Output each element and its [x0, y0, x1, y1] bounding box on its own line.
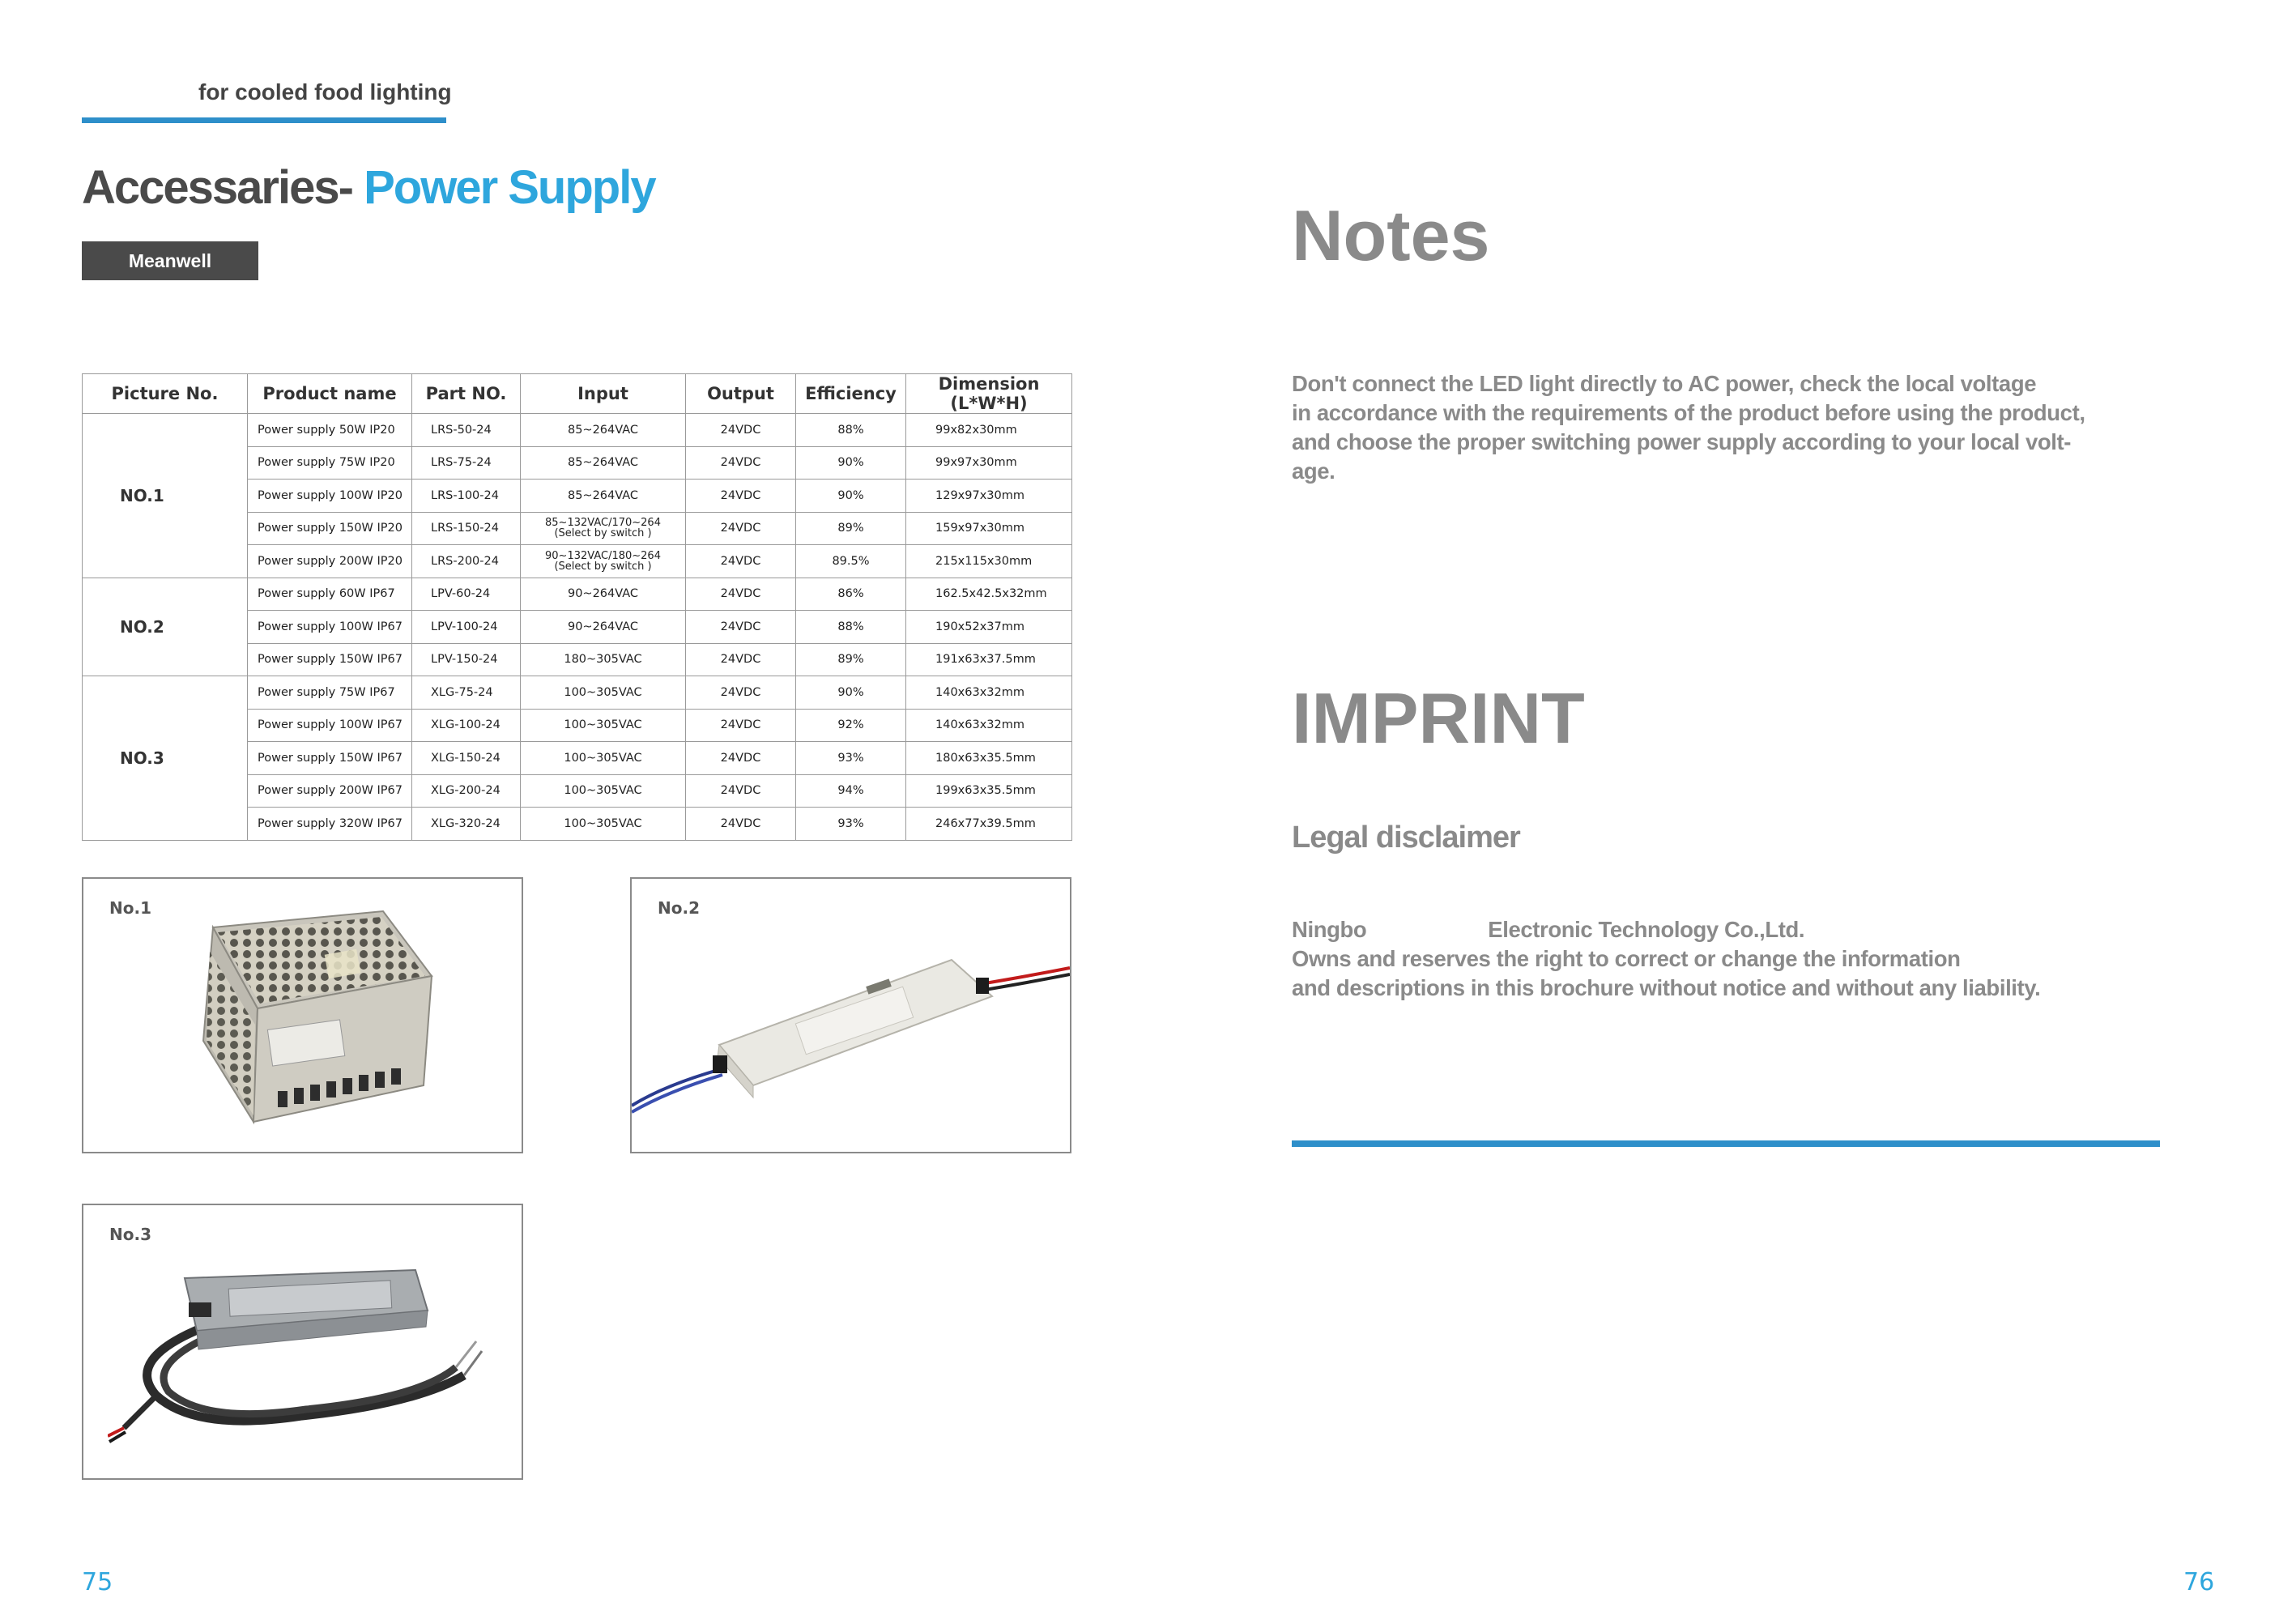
cell-dimension: 215x115x30mm — [906, 545, 1072, 578]
page-title-prefix: Accessaries- — [82, 161, 352, 214]
legal-disclaimer-body — [1292, 915, 2223, 1003]
cell-product-name: Power supply 320W IP67 — [248, 808, 412, 841]
cell-part-no: XLG-320-24 — [412, 808, 521, 841]
cell-efficiency: 94% — [796, 774, 906, 808]
cell-efficiency: 89% — [796, 512, 906, 545]
cell-part-no: XLG-150-24 — [412, 742, 521, 775]
subtitle-underline — [82, 117, 446, 123]
cell-product-name: Power supply 100W IP67 — [248, 611, 412, 644]
power-supply-spec-table — [82, 373, 1072, 841]
cell-product-name: Power supply 75W IP67 — [248, 676, 412, 710]
xlg-power-supply-image — [108, 1254, 496, 1464]
group-label-no2: NO.2 — [83, 578, 248, 676]
cell-output: 24VDC — [686, 774, 796, 808]
cell-input-value: 85~132VAC/170~264 — [545, 517, 661, 530]
section-subtitle: for cooled food lighting — [198, 79, 452, 104]
cell-dimension: 190x52x37mm — [906, 611, 1072, 644]
table-header-row — [83, 374, 1072, 414]
company-line — [1292, 915, 2223, 944]
cell-output: 24VDC — [686, 808, 796, 841]
cell-product-name: Power supply 150W IP20 — [248, 512, 412, 545]
photo-label: No.3 — [109, 1225, 151, 1244]
cell-efficiency: 89.5% — [796, 545, 906, 578]
cell-input: 85~264VAC — [521, 480, 686, 513]
table-row — [83, 414, 1072, 447]
cell-input: 100~305VAC — [521, 676, 686, 710]
cell-input: 180~305VAC — [521, 643, 686, 676]
cell-input — [521, 512, 686, 545]
legal-line: Owns and reserves the right to correct or change the information — [1292, 946, 1961, 971]
cell-dimension: 129x97x30mm — [906, 480, 1072, 513]
col-header-dimension: Dimension (L*W*H) — [906, 374, 1072, 414]
cell-output: 24VDC — [686, 446, 796, 480]
company-prefix: Ningbo — [1292, 917, 1367, 942]
cell-efficiency: 88% — [796, 414, 906, 447]
cell-product-name: Power supply 200W IP67 — [248, 774, 412, 808]
table-row — [83, 578, 1072, 611]
cell-output: 24VDC — [686, 578, 796, 611]
cell-product-name: Power supply 100W IP67 — [248, 709, 412, 742]
section-divider — [1292, 1140, 2160, 1147]
legal-line: and descriptions in this brochure without notice and without any liability. — [1292, 975, 2041, 1000]
cell-input — [521, 545, 686, 578]
cell-input: 90~264VAC — [521, 611, 686, 644]
cell-output: 24VDC — [686, 709, 796, 742]
col-header-output: Output — [686, 374, 796, 414]
cell-input: 100~305VAC — [521, 709, 686, 742]
cell-efficiency: 93% — [796, 742, 906, 775]
cell-efficiency: 92% — [796, 709, 906, 742]
col-header-part-no: Part NO. — [412, 374, 521, 414]
notes-line: and choose the proper switching power supply according to your local volt- — [1292, 429, 2072, 454]
cell-part-no: LRS-50-24 — [412, 414, 521, 447]
cell-part-no: LPV-150-24 — [412, 643, 521, 676]
table-row — [83, 676, 1072, 710]
cell-part-no: LRS-200-24 — [412, 545, 521, 578]
cell-dimension: 191x63x37.5mm — [906, 643, 1072, 676]
cell-part-no: LRS-150-24 — [412, 512, 521, 545]
cell-input-note: (Select by switch ) — [554, 560, 652, 573]
page-number-left: 75 — [82, 1568, 113, 1596]
col-header-efficiency: Efficiency — [796, 374, 906, 414]
cell-efficiency: 86% — [796, 578, 906, 611]
cell-dimension: 180x63x35.5mm — [906, 742, 1072, 775]
cell-dimension: 140x63x32mm — [906, 676, 1072, 710]
brand-tag: Meanwell — [82, 241, 258, 280]
cell-efficiency: 88% — [796, 611, 906, 644]
cell-input-note: (Select by switch ) — [554, 527, 652, 540]
col-header-picture-no: Picture No. — [83, 374, 248, 414]
notes-line: in accordance with the requirements of the product before using the product, — [1292, 400, 2085, 425]
cell-product-name: Power supply 50W IP20 — [248, 414, 412, 447]
cell-product-name: Power supply 150W IP67 — [248, 643, 412, 676]
cell-dimension: 140x63x32mm — [906, 709, 1072, 742]
notes-title: Notes — [1292, 195, 1490, 275]
page-number-right: 76 — [2183, 1568, 2215, 1596]
cell-input: 90~264VAC — [521, 578, 686, 611]
cell-product-name: Power supply 100W IP20 — [248, 480, 412, 513]
cell-output: 24VDC — [686, 414, 796, 447]
cell-dimension: 162.5x42.5x32mm — [906, 578, 1072, 611]
col-header-product-name: Product name — [248, 374, 412, 414]
cell-part-no: LPV-100-24 — [412, 611, 521, 644]
cell-dimension: 99x82x30mm — [906, 414, 1072, 447]
cell-product-name: Power supply 75W IP20 — [248, 446, 412, 480]
cell-part-no: LRS-100-24 — [412, 480, 521, 513]
cell-part-no: LPV-60-24 — [412, 578, 521, 611]
photo-frame-no1 — [82, 877, 523, 1153]
cell-efficiency: 90% — [796, 676, 906, 710]
cell-efficiency: 90% — [796, 446, 906, 480]
cell-efficiency: 93% — [796, 808, 906, 841]
col-header-input: Input — [521, 374, 686, 414]
cell-input-value: 90~132VAC/180~264 — [545, 549, 661, 562]
cell-product-name: Power supply 60W IP67 — [248, 578, 412, 611]
photo-frame-no3 — [82, 1204, 523, 1480]
cell-efficiency: 89% — [796, 643, 906, 676]
group-label-no3: NO.3 — [83, 676, 248, 841]
cell-input: 100~305VAC — [521, 742, 686, 775]
company-suffix: Electronic Technology Co.,Ltd. — [1488, 917, 1805, 942]
cell-output: 24VDC — [686, 545, 796, 578]
cell-product-name: Power supply 150W IP67 — [248, 742, 412, 775]
notes-body — [1292, 369, 2183, 486]
cell-part-no: LRS-75-24 — [412, 446, 521, 480]
cell-output: 24VDC — [686, 742, 796, 775]
cell-dimension: 99x97x30mm — [906, 446, 1072, 480]
page-title — [82, 160, 655, 215]
photo-label: No.2 — [658, 898, 700, 918]
page-title-highlight: Power Supply — [364, 161, 655, 214]
lpv-power-supply-image — [632, 911, 1070, 1146]
cell-dimension: 246x77x39.5mm — [906, 808, 1072, 841]
cell-dimension: 199x63x35.5mm — [906, 774, 1072, 808]
cell-input: 85~264VAC — [521, 414, 686, 447]
cell-input: 100~305VAC — [521, 774, 686, 808]
notes-line: age. — [1292, 458, 1335, 484]
photo-frame-no2 — [630, 877, 1071, 1153]
cell-part-no: XLG-200-24 — [412, 774, 521, 808]
cell-dimension: 159x97x30mm — [906, 512, 1072, 545]
cell-part-no: XLG-75-24 — [412, 676, 521, 710]
imprint-title: IMPRINT — [1292, 678, 1585, 758]
photo-label: No.1 — [109, 898, 151, 918]
cell-input: 100~305VAC — [521, 808, 686, 841]
cell-product-name: Power supply 200W IP20 — [248, 545, 412, 578]
cell-output: 24VDC — [686, 611, 796, 644]
cell-output: 24VDC — [686, 512, 796, 545]
cell-input: 85~264VAC — [521, 446, 686, 480]
cell-output: 24VDC — [686, 480, 796, 513]
cell-output: 24VDC — [686, 643, 796, 676]
cell-output: 24VDC — [686, 676, 796, 710]
group-label-no1: NO.1 — [83, 414, 248, 578]
cell-efficiency: 90% — [796, 480, 906, 513]
cell-part-no: XLG-100-24 — [412, 709, 521, 742]
lrs-power-supply-image — [189, 903, 496, 1138]
legal-disclaimer-title: Legal disclaimer — [1292, 821, 1520, 855]
notes-line: Don't connect the LED light directly to AC power, check the local voltage — [1292, 371, 2037, 396]
